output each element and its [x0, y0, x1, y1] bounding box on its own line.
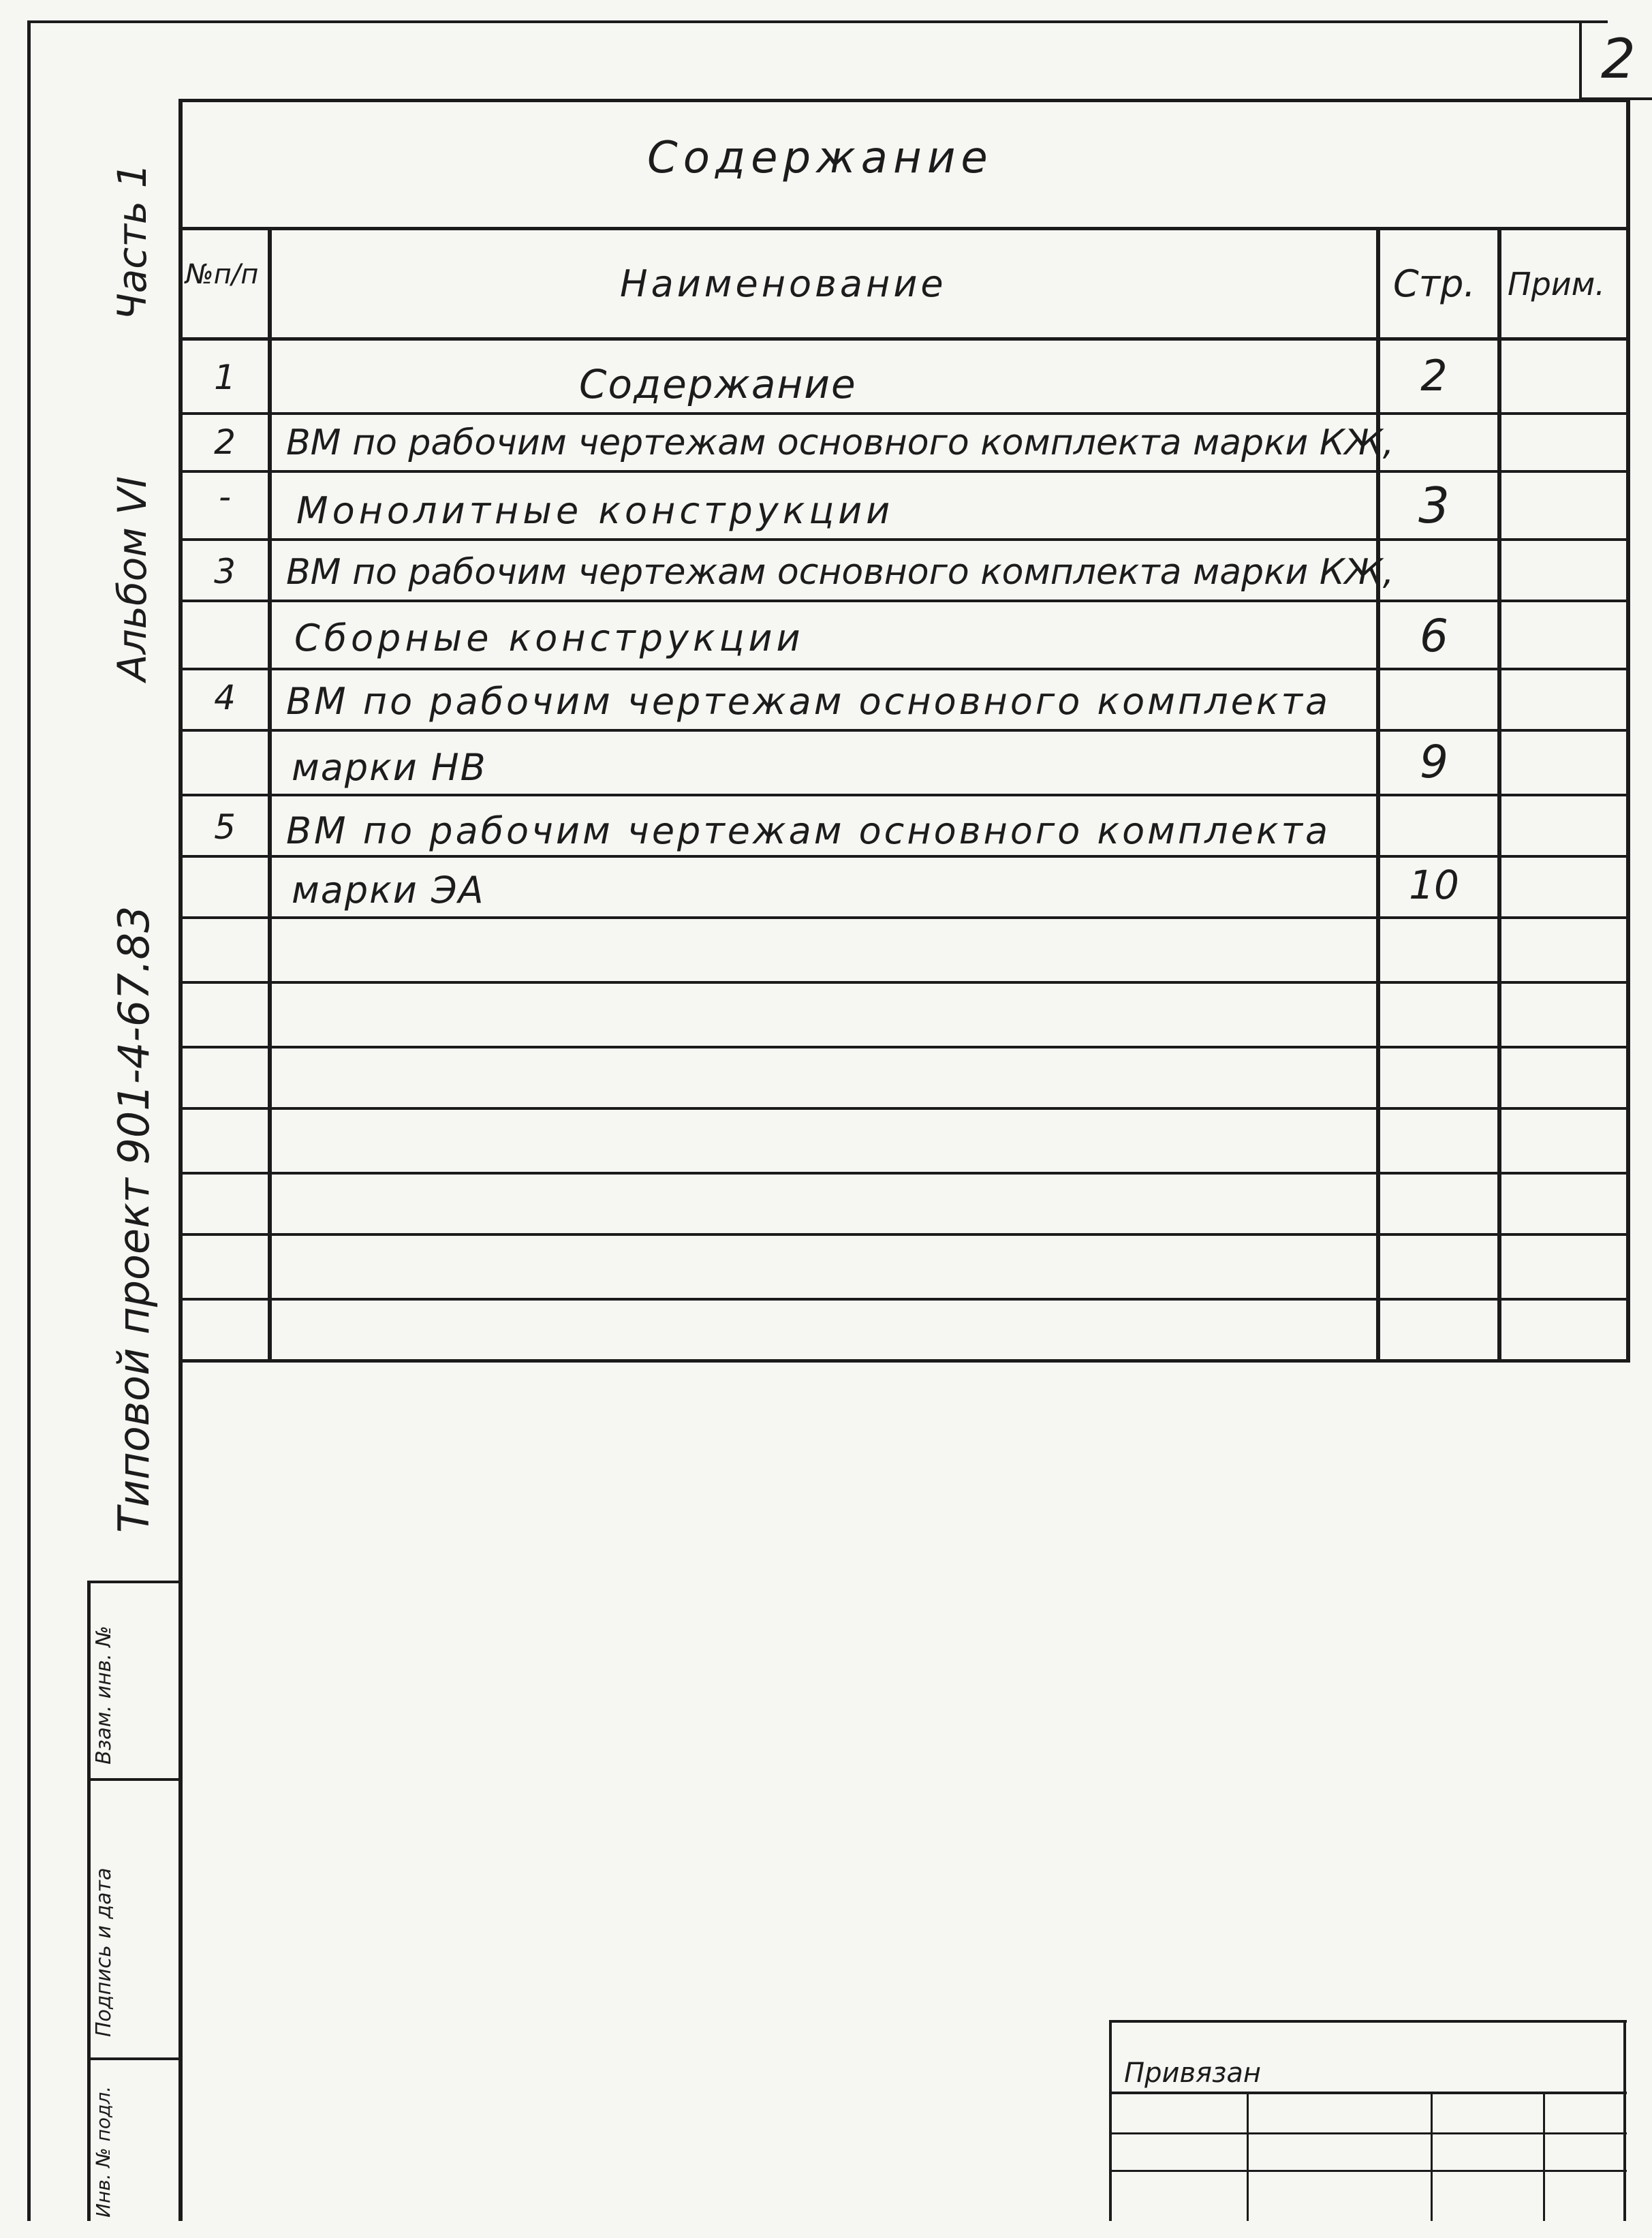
pagenum-box-left: [1579, 20, 1582, 99]
row-line: [178, 668, 1630, 670]
row-2-num: 2: [214, 422, 236, 462]
row-9-page: 10: [1409, 862, 1459, 908]
header-bottom-line: [178, 337, 1630, 341]
row-1-name: Содержание: [579, 361, 857, 407]
header-name: Наименование: [620, 262, 947, 305]
row-line: [178, 794, 1630, 796]
row-7-name: марки НВ: [292, 746, 487, 789]
row-9-name: марки ЭА: [292, 869, 485, 912]
left-stamp-sep: [87, 2057, 181, 2060]
bottom-stamp-right: [1623, 2020, 1626, 2221]
row-6-name: ВМ по рабочим чертежам основного комплекта: [286, 680, 1331, 723]
row-4-num: 3: [214, 552, 236, 591]
row-line: [178, 981, 1630, 984]
bottom-stamp-col: [1247, 2092, 1249, 2221]
row-2-name: ВМ по рабочим чертежам основного комплекта марки КЖ,: [286, 422, 1394, 463]
table-bottom-line: [178, 1359, 1630, 1363]
row-line: [178, 600, 1630, 602]
table-top-line: [178, 99, 1630, 102]
bottom-stamp-row: [1109, 2170, 1627, 2172]
row-3-num: -: [218, 477, 232, 516]
row-line: [178, 1046, 1630, 1048]
bottom-stamp-top: [1109, 2020, 1627, 2023]
bottom-stamp-col: [1431, 2092, 1433, 2221]
left-stamp-right-line: [87, 1581, 91, 2221]
page-number: 2: [1601, 27, 1636, 91]
bottom-stamp-label: Привязан: [1124, 2057, 1262, 2089]
row-1-page: 2: [1420, 351, 1448, 401]
header-num: №п/п: [185, 259, 259, 290]
row-line: [178, 1298, 1630, 1301]
row-8-num: 5: [214, 807, 236, 847]
row-7-page: 9: [1420, 736, 1448, 788]
row-line: [178, 470, 1630, 473]
frame-left-line: [27, 20, 31, 2221]
side-part: Часть 1: [109, 163, 155, 320]
row-5-name: Сборные конструкции: [294, 617, 805, 659]
row-line: [178, 1172, 1630, 1175]
side-album: Альбом VI: [109, 476, 155, 681]
bottom-stamp-col: [1543, 2092, 1545, 2221]
row-line: [178, 1107, 1630, 1110]
stamp-inv-replace: Взам. инв. №: [92, 1626, 116, 1765]
row-8-name: ВМ по рабочим чертежам основного комплекта: [286, 809, 1331, 852]
side-project: Типовой проект 901-4-67.83: [109, 905, 159, 1533]
document-title: Содержание: [647, 133, 993, 183]
row-line: [178, 538, 1630, 541]
header-top-line: [178, 227, 1630, 230]
left-stamp-sep: [87, 1778, 181, 1781]
row-1-num: 1: [214, 358, 236, 397]
bottom-stamp-row: [1109, 2132, 1627, 2134]
header-page: Стр.: [1393, 262, 1476, 305]
stamp-inv-orig: Инв. № подл.: [92, 2085, 114, 2218]
row-3-name: Монолитные конструкции: [296, 489, 894, 532]
header-note: Прим.: [1508, 266, 1606, 302]
row-6-num: 4: [214, 678, 236, 717]
row-4-name: ВМ по рабочим чертежам основного комплекта марки КЖ,: [286, 552, 1394, 593]
row-line: [178, 855, 1630, 858]
row-3-page: 3: [1418, 477, 1450, 534]
row-line: [178, 412, 1630, 415]
row-line: [178, 1233, 1630, 1236]
bottom-stamp-left: [1109, 2020, 1112, 2221]
row-line: [178, 916, 1630, 919]
frame-top-line: [27, 20, 1608, 23]
stamp-sign-date: Подпись и дата: [92, 1867, 116, 2037]
row-line: [178, 729, 1630, 732]
table-left-line: [178, 99, 183, 2221]
bottom-stamp-row: [1109, 2092, 1627, 2094]
left-stamp-top-line: [87, 1581, 181, 1583]
row-5-page: 6: [1420, 610, 1448, 662]
